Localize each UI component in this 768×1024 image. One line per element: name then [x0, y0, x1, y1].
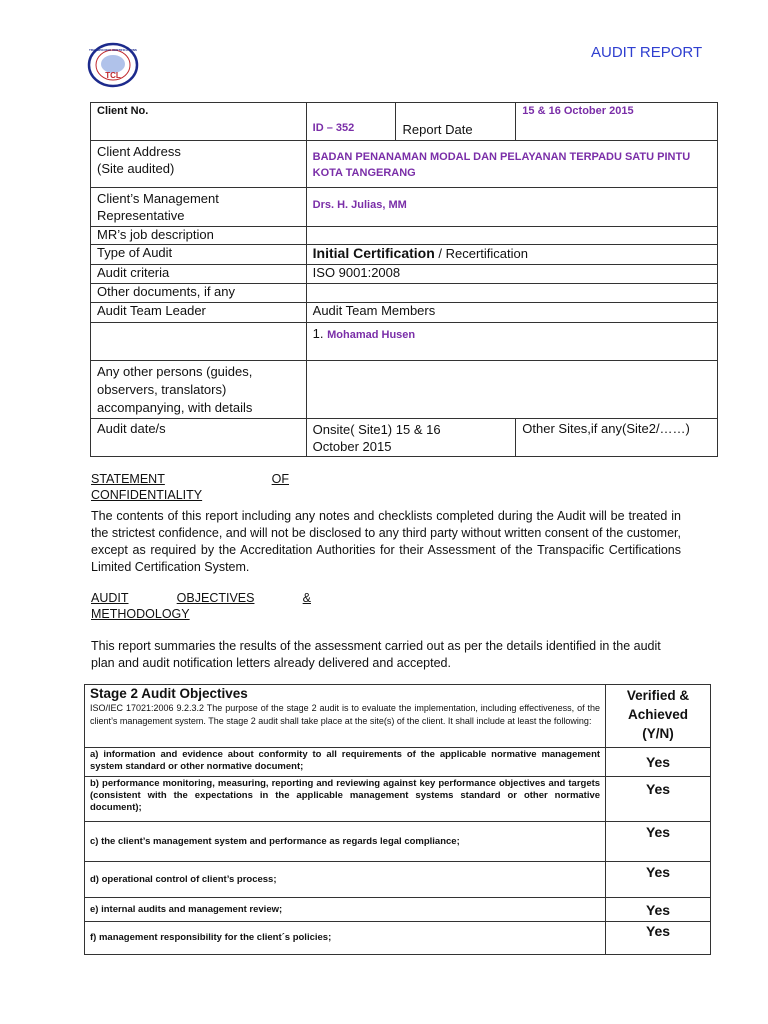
answer-e: Yes [606, 898, 711, 922]
other-persons-value [306, 361, 717, 419]
confidentiality-heading-word2: OF [271, 472, 289, 486]
objectives-heading-word3: & [302, 591, 311, 605]
objective-e: e) internal audits and management review; [85, 898, 606, 922]
other-persons-line2: observers, translators) [97, 382, 227, 397]
answer-c: Yes [606, 822, 711, 862]
confidentiality-heading-word3: CONFIDENTIALITY [91, 488, 203, 502]
onsite-dates [306, 419, 516, 457]
team-member-1: Mohamad Husen [327, 329, 416, 341]
logo-ring-text: TRANSPACIFIC CERTIFICATIONS [89, 48, 137, 52]
mgmt-rep-label-line1: Client’s Management [97, 191, 219, 206]
client-address-label [91, 141, 307, 188]
stage2-objectives-table [84, 684, 711, 955]
mr-job-label: MR’s job description [91, 227, 307, 245]
client-address-label-line: Client Address [97, 144, 181, 159]
objectives-heading-word2: OBJECTIVES [176, 591, 255, 605]
objectives-text: This report summaries the results of the assessment carried out as per the details identified in the audit plan and audit notification letters already delivered and accepted. [91, 639, 661, 670]
table-row [85, 922, 711, 955]
table-row [85, 862, 711, 898]
table-row [91, 284, 718, 303]
confidentiality-heading-word1: STATEMENT [91, 472, 165, 486]
objectives-heading-word1: AUDIT [91, 591, 129, 605]
onsite-dates-line2: October 2015 [312, 439, 392, 454]
other-persons-line1: Any other persons (guides, [97, 364, 253, 379]
table-row [85, 748, 711, 777]
answer-b: Yes [606, 777, 711, 822]
other-docs-label: Other documents, if any [91, 284, 307, 303]
verified-header-line3: (Y/N) [642, 726, 674, 741]
onsite-dates-line1: Onsite( Site1) 15 & 16 [312, 422, 441, 437]
verified-header-line1: Verified & [626, 688, 690, 703]
stage2-header-cell [85, 685, 606, 748]
table-row [91, 227, 718, 245]
audit-details-table [90, 102, 718, 457]
objective-c: c) the client’s management system and performance as regards legal compliance; [85, 822, 606, 862]
answer-f: Yes [606, 922, 711, 955]
table-row [91, 245, 718, 265]
table-row [91, 103, 718, 141]
team-members-label: Audit Team Members [306, 303, 717, 323]
mr-job-value [306, 227, 717, 245]
report-date-value: 15 & 16 October 2015 [516, 103, 718, 141]
report-date-label: Report Date [396, 103, 516, 141]
team-leader-value [91, 323, 307, 361]
report-title: AUDIT REPORT [591, 44, 703, 61]
client-no-label: Client No. [91, 103, 307, 141]
objectives-heading [91, 591, 311, 621]
table-row [85, 822, 711, 862]
type-secondary: / Recertification [434, 246, 528, 261]
table-row [85, 685, 711, 748]
table-row [85, 777, 711, 822]
table-row [85, 898, 711, 922]
table-row [91, 188, 718, 227]
confidentiality-heading [91, 472, 289, 502]
objective-a: a) information and evidence about conformity to all requirements of the applicable normative management system standard or other normative document; [85, 748, 606, 777]
client-address-value: BADAN PENANAMAN MODAL DAN PELAYANAN TERPADU SATU PINTU KOTA TANGERANG [306, 141, 717, 188]
site-audited-label: (Site audited) [97, 161, 175, 176]
verified-header-line2: Achieved [628, 707, 689, 722]
objective-f: f) management responsibility for the client´s policies; [85, 922, 606, 955]
table-row [91, 265, 718, 284]
confidentiality-text: The contents of this report including any notes and checklists completed during the Audit will be treated in the strictest confidence, and will not be disclosed to any third party without written consent of the customer, except as required by the Accreditation Authorities for their Assessment of the Transpacific Certifications Limited Certification System. [91, 509, 681, 574]
objective-b: b) performance monitoring, measuring, reporting and reviewing against key performance objectives and targets (consistent with the expectations in the applicable management systems standard or other normative document); [85, 777, 606, 822]
verified-header [606, 685, 711, 748]
audit-criteria-value: ISO 9001:2008 [306, 265, 717, 284]
audit-criteria-label: Audit criteria [91, 265, 307, 284]
stage2-title: Stage 2 Audit Objectives [90, 686, 248, 701]
objectives-heading-word4: METHODOLOGY [91, 607, 190, 621]
team-leader-label: Audit Team Leader [91, 303, 307, 323]
logo-initials: TCL [105, 71, 121, 80]
type-of-audit-value [306, 245, 717, 265]
audit-dates-label: Audit date/s [91, 419, 307, 457]
stage2-intro: ISO/IEC 17021:2006 9.2.3.2 The purpose of the stage 2 audit is to evaluate the implementation, including effectiveness, of the client’s management system. The stage 2 audit shall take place at the site(s) of the client. It shall include at least the following: [90, 703, 601, 726]
other-docs-value [306, 284, 717, 303]
table-row [91, 361, 718, 419]
mgmt-rep-label [91, 188, 307, 227]
type-primary: Initial Certification [312, 245, 435, 261]
client-id: ID – 352 [306, 103, 396, 141]
table-row [91, 323, 718, 361]
answer-a: Yes [606, 748, 711, 777]
member-prefix: 1. [312, 326, 328, 341]
team-members-value [306, 323, 717, 361]
table-row [91, 419, 718, 457]
table-row [91, 303, 718, 323]
company-logo [87, 42, 139, 88]
other-persons-line3: accompanying, with details [97, 400, 253, 415]
other-persons-label [91, 361, 307, 419]
mgmt-rep-value: Drs. H. Julias, MM [306, 188, 717, 227]
objective-d: d) operational control of client’s process; [85, 862, 606, 898]
other-sites: Other Sites,if any(Site2/……) [516, 419, 718, 457]
type-of-audit-label: Type of Audit [91, 245, 307, 265]
answer-d: Yes [606, 862, 711, 898]
mgmt-rep-label-line2: Representative [97, 208, 185, 223]
table-row [91, 141, 718, 188]
